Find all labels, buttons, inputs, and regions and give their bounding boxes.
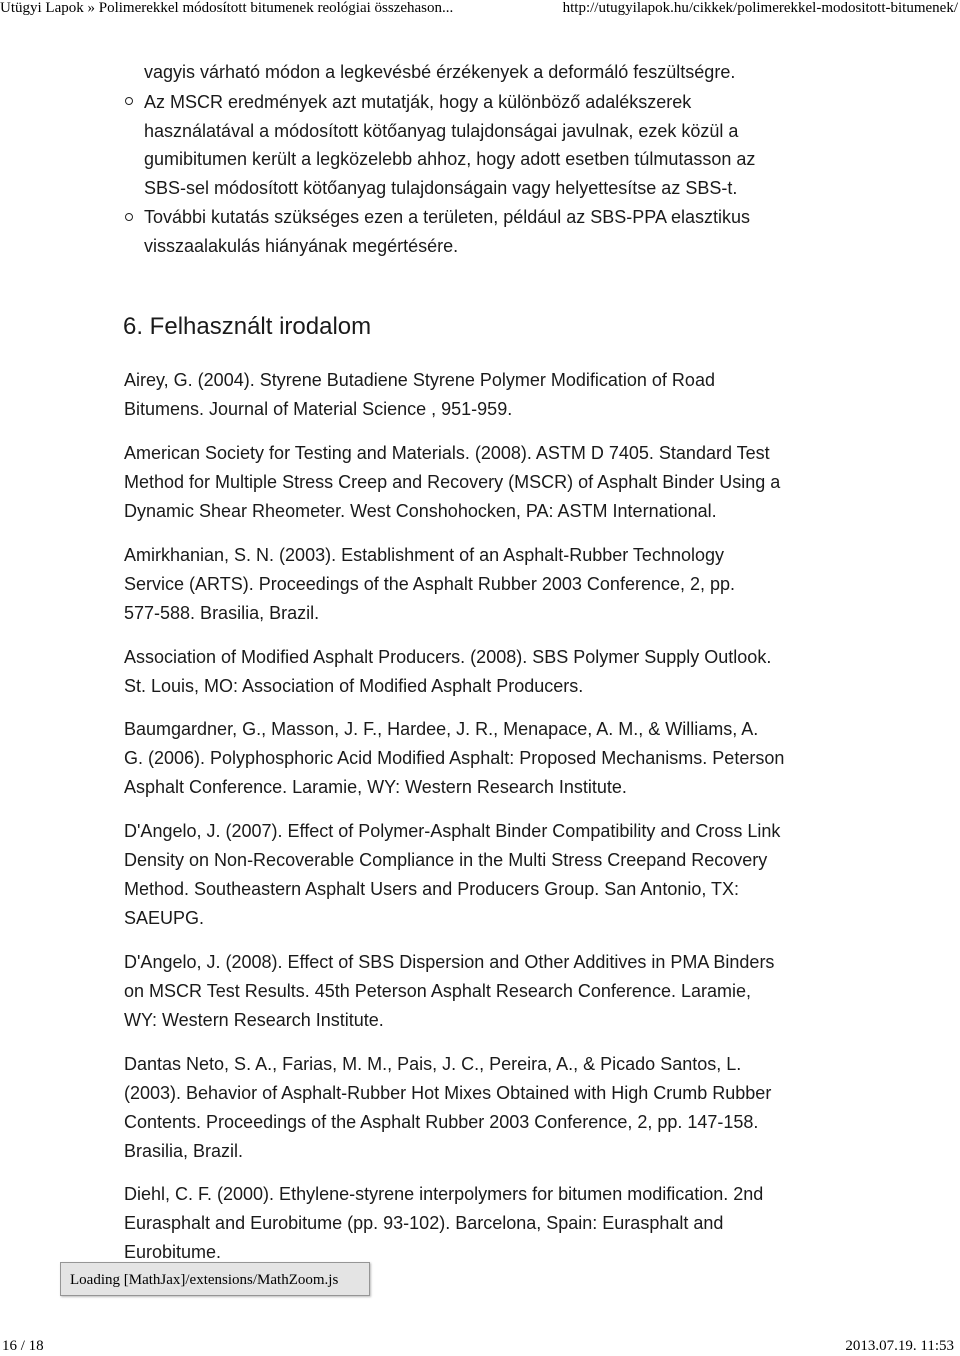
reference-entry: Airey, G. (2004). Styrene Butadiene Styrene Polymer Modification of Road Bitumens. Journal of Material Science , 951-959. [124, 370, 715, 419]
reference-entry: D'Angelo, J. (2008). Effect of SBS Dispersion and Other Additives in PMA Binders on MSCR Test Results. 45th Peterson Asphalt Research Conference. Laramie, WY: Western Research Institute. [124, 952, 775, 1030]
reference-entry: Diehl, C. F. (2000). Ethylene-styrene interpolymers for bitumen modification. 2nd Eurasphalt and Eurobitume (pp. 93-102). Barcelona, Spain: Eurasphalt and Eurobitume. [124, 1184, 764, 1262]
bullet-item-line: Az MSCR eredmények azt mutatják, hogy a különböző adalékszerek [144, 92, 692, 112]
bullet-item-line: gumibitumen került a legközelebb ahhoz, hogy adott esetben túlmutasson az [144, 149, 756, 169]
print-datetime: 2013.07.19. 11:53 [845, 1338, 954, 1354]
bullet-marker [125, 97, 133, 105]
reference-entry: D'Angelo, J. (2007). Effect of Polymer-Asphalt Binder Compatibility and Cross Link Density on Non-Recoverable Compliance in the Multi Stress Creepand Recovery Method. Southeastern Asphalt Users and Producers Group. San Antonio, TX: SAEUPG. [124, 821, 781, 928]
page-title: Utügyi Lapok » Polimerekkel módosított bitumenek reológiai összehason... [0, 0, 454, 16]
reference-entry: Association of Modified Asphalt Producers. (2008). SBS Polymer Supply Outlook. St. Louis, MO: Association of Modified Asphalt Producers. [124, 647, 772, 696]
page-url: http://utugyilapok.hu/cikkek/polimerekkel-modositott-bitumenek/ [562, 0, 958, 16]
bullet-item-line: SBS-sel módosított kötőanyag tulajdonságain vagy helyettesítse az SBS-t. [144, 178, 738, 198]
bullet-continuation: vagyis várható módon a legkevésbé érzékenyek a deformáló feszültségre. [144, 62, 736, 82]
reference-entry: Dantas Neto, S. A., Farias, M. M., Pais, J. C., Pereira, A., & Picado Santos, L. (2003). Behavior of Asphalt-Rubber Hot Mixes Obtained with High Crumb Rubber Contents. Proceedings of the Asphalt Rubber 2003 Conference, 2, pp. 147-158. Brasilia, Brazil. [124, 1054, 772, 1161]
page-number: 16 / 18 [2, 1338, 44, 1354]
mathjax-loading-message: Loading [MathJax]/extensions/MathZoom.js [60, 1262, 370, 1296]
reference-entry: Amirkhanian, S. N. (2003). Establishment of an Asphalt-Rubber Technology Service (ARTS). Proceedings of the Asphalt Rubber 2003 Conference, 2, pp. 577-588. Brasilia, Brazil. [124, 545, 736, 623]
reference-entry: Baumgardner, G., Masson, J. F., Hardee, J. R., Menapace, A. M., & Williams, A. G. (2006). Polyphosphoric Acid Modified Asphalt: Proposed Mechanisms. Peterson Asphalt Conference. Laramie, WY: Western Research Institute. [124, 719, 785, 797]
reference-entry: American Society for Testing and Materials. (2008). ASTM D 7405. Standard Test Method for Multiple Stress Creep and Recovery (MSCR) of Asphalt Binder Using a Dynamic Shear Rheometer. West Conshohocken, PA: ASTM International. [124, 443, 781, 521]
bullet-item-line: visszaalakulás hiányának megértésére. [144, 236, 459, 256]
print-footer [0, 1338, 960, 1356]
print-header [0, 0, 960, 20]
bullet-marker [125, 213, 133, 221]
section-heading: 6. Felhasznált irodalom [123, 313, 372, 340]
bullet-item-line: használatával a módosított kötőanyag tulajdonságai javulnak, ezek közül a [144, 121, 739, 141]
bullet-item-line: További kutatás szükséges ezen a területen, például az SBS-PPA elasztikus [144, 207, 751, 227]
